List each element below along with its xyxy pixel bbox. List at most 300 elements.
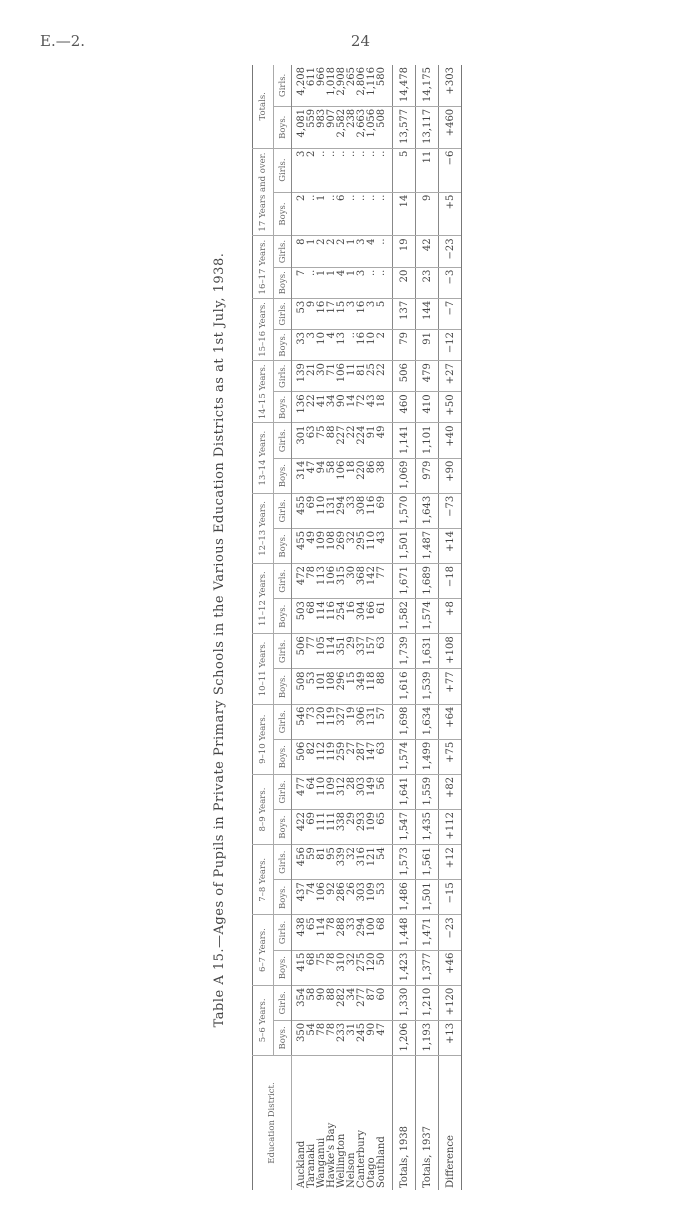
table-cell: 106: [317, 880, 327, 915]
table-cell: 90: [337, 392, 347, 423]
table-cell: 63: [377, 739, 393, 774]
table-cell: 57: [377, 704, 393, 739]
table-cell: 3: [307, 330, 317, 361]
table-cell: 54: [307, 1020, 317, 1055]
table-cell: 58: [307, 985, 317, 1020]
girls-subheader: Girls.: [274, 634, 292, 669]
table-cell: 503: [292, 599, 308, 634]
table-cell: 90: [317, 985, 327, 1020]
rotated-table-region: [212, 67, 512, 1190]
district-name: Auckland: [292, 1056, 308, 1191]
table-cell: 47: [377, 1020, 393, 1055]
table-cell: 63: [377, 634, 393, 669]
table-cell: 227: [337, 423, 347, 458]
district-name: Hawke's Bay: [327, 1056, 337, 1191]
table-cell: +46: [439, 950, 462, 985]
table-row: [357, 65, 367, 1190]
table-cell: 308: [357, 493, 367, 528]
table-cell: 82: [307, 739, 317, 774]
table-cell: −7: [439, 298, 462, 329]
age-group-header: 6–7 Years.: [253, 915, 274, 985]
table-cell: 19: [347, 704, 357, 739]
table-cell: 8: [292, 236, 308, 267]
table-cell: 50: [377, 950, 393, 985]
table-cell: 86: [367, 458, 377, 493]
table-cell: 3: [292, 148, 308, 192]
boys-subheader: Boys.: [274, 669, 292, 704]
boys-subheader: Boys.: [274, 106, 292, 148]
table-cell: 87: [367, 985, 377, 1020]
table-cell: 21: [307, 361, 317, 392]
table-cell: 109: [317, 528, 327, 563]
table-cell: 56: [377, 774, 393, 809]
table-cell: ..: [377, 267, 393, 298]
table-cell: 220: [357, 458, 367, 493]
table-cell: 295: [357, 528, 367, 563]
table-cell: 349: [357, 669, 367, 704]
table-cell: 422: [292, 810, 308, 845]
table-cell: 22: [307, 392, 317, 423]
table-row: [292, 65, 308, 1190]
table-cell: 1,547: [393, 810, 416, 845]
table-cell: 69: [307, 493, 317, 528]
age-group-header: 12–13 Years.: [253, 493, 274, 563]
boys-subheader: Boys.: [274, 810, 292, 845]
table-cell: +75: [439, 739, 462, 774]
table-cell: 15: [347, 669, 357, 704]
table-row: [347, 65, 357, 1190]
boys-subheader: Boys.: [274, 880, 292, 915]
table-title: Table A 15.—Ages of Pupils in Private Primary Schools in the Various Education Districts as at 1st July, 1938.: [212, 252, 227, 1028]
table-cell: 303: [357, 880, 367, 915]
table-cell: 25: [367, 361, 377, 392]
table-cell: 32: [347, 950, 357, 985]
table-cell: 5: [393, 148, 416, 192]
table-cell: 293: [357, 810, 367, 845]
table-cell: 31: [347, 1020, 357, 1055]
table-cell: 28: [347, 774, 357, 809]
age-group-header: 11–12 Years.: [253, 564, 274, 634]
boys-subheader: Boys.: [274, 739, 292, 774]
table-cell: 1,435: [416, 810, 439, 845]
totals-rows: [393, 65, 462, 1190]
table-cell: 71: [327, 361, 337, 392]
table-cell: 1,069: [393, 458, 416, 493]
table-cell: 4: [337, 267, 347, 298]
table-cell: 110: [317, 774, 327, 809]
table-cell: 455: [292, 528, 308, 563]
table-cell: 78: [327, 1020, 337, 1055]
table-cell: 11: [347, 361, 357, 392]
table-cell: 63: [307, 423, 317, 458]
district-column-header: Education District.: [253, 1056, 292, 1191]
district-name: Wanganui: [317, 1056, 327, 1191]
girls-subheader: Girls.: [274, 148, 292, 192]
table-cell: 110: [317, 493, 327, 528]
table-cell: 54: [377, 845, 393, 880]
table-cell: 288: [337, 915, 347, 950]
table-cell: 53: [307, 669, 317, 704]
girls-subheader: Girls.: [274, 493, 292, 528]
boys-subheader: Boys.: [274, 392, 292, 423]
table-cell: 22: [347, 423, 357, 458]
table-cell: 38: [377, 458, 393, 493]
district-name: Totals, 1938: [393, 1056, 416, 1191]
table-cell: 254: [337, 599, 347, 634]
table-cell: 41: [317, 392, 327, 423]
table-cell: 338: [337, 810, 347, 845]
table-cell: 2,663: [357, 106, 367, 148]
table-cell: 27: [347, 739, 357, 774]
table-cell: 1,056: [367, 106, 377, 148]
table-cell: 112: [317, 739, 327, 774]
table-cell: 16: [357, 298, 367, 329]
table-cell: 75: [317, 423, 327, 458]
table-cell: ..: [367, 148, 377, 192]
table-cell: 477: [292, 774, 308, 809]
table-cell: 69: [377, 493, 393, 528]
girls-subheader: Girls.: [274, 985, 292, 1020]
table-cell: 77: [307, 634, 317, 669]
table-cell: 275: [357, 950, 367, 985]
table-cell: −23: [439, 915, 462, 950]
table-cell: 53: [292, 298, 308, 329]
table-cell: 68: [307, 599, 317, 634]
table-cell: 1,499: [416, 739, 439, 774]
age-group-header: 7–8 Years.: [253, 845, 274, 915]
table-cell: 142: [367, 564, 377, 599]
table-cell: 91: [416, 330, 439, 361]
district-rows: [292, 65, 393, 1190]
table-cell: 53: [377, 880, 393, 915]
table-cell: ..: [327, 148, 337, 192]
table-cell: 7: [292, 267, 308, 298]
table-cell: 1,643: [416, 493, 439, 528]
table-cell: 460: [393, 392, 416, 423]
table-cell: 1: [317, 192, 327, 236]
table-cell: 14,478: [393, 65, 416, 106]
table-cell: 131: [367, 704, 377, 739]
table-cell: 4: [367, 236, 377, 267]
table-cell: 17: [327, 298, 337, 329]
boys-subheader: Boys.: [274, 458, 292, 493]
table-cell: 301: [292, 423, 308, 458]
table-cell: ..: [377, 192, 393, 236]
table-cell: 78: [307, 564, 317, 599]
table-cell: 13: [337, 330, 347, 361]
boys-subheader: Boys.: [274, 192, 292, 236]
table-cell: +120: [439, 985, 462, 1020]
table-cell: 94: [317, 458, 327, 493]
boys-subheader: Boys.: [274, 1020, 292, 1055]
table-row: [416, 65, 439, 1190]
table-cell: 979: [416, 458, 439, 493]
table-cell: 1,377: [416, 950, 439, 985]
table-cell: 1,018: [326, 67, 337, 96]
table-cell: 1,486: [393, 880, 416, 915]
table-cell: ..: [347, 192, 357, 236]
table-cell: 118: [367, 669, 377, 704]
table-cell: 81: [317, 845, 327, 880]
table-cell: 2,582: [337, 106, 347, 148]
table-cell: 269: [337, 528, 347, 563]
table-cell: 306: [357, 704, 367, 739]
table-cell: 105: [317, 634, 327, 669]
table-cell: +460: [439, 106, 462, 148]
table-cell: +40: [439, 423, 462, 458]
table-cell: 4: [327, 330, 337, 361]
age-group-header: 14–15 Years.: [253, 361, 274, 423]
table-cell: +13: [439, 1020, 462, 1055]
table-cell: ..: [307, 192, 317, 236]
table-cell: 966: [316, 67, 327, 87]
table-cell: 61: [377, 599, 393, 634]
age-group-header: 16–17 Years.: [253, 236, 274, 298]
table-cell: 611: [306, 67, 317, 87]
table-cell: 1,689: [416, 564, 439, 599]
table-cell: 65: [377, 810, 393, 845]
table-cell: 506: [292, 634, 308, 669]
table-cell: 1,574: [393, 739, 416, 774]
table-cell: 14: [347, 392, 357, 423]
table-cell: ..: [367, 192, 377, 236]
table-cell: 312: [337, 774, 347, 809]
table-cell: 1: [327, 267, 337, 298]
table-cell: 2: [337, 236, 347, 267]
table-cell: 88: [327, 423, 337, 458]
table-cell: +5: [439, 192, 462, 236]
table-row: [439, 65, 462, 1190]
table-cell: ..: [347, 330, 357, 361]
district-name: Southland: [377, 1056, 393, 1191]
table-cell: 907: [327, 106, 337, 148]
table-cell: −15: [439, 880, 462, 915]
table-cell: 9: [416, 192, 439, 236]
table-cell: 131: [327, 493, 337, 528]
table-cell: 2: [327, 236, 337, 267]
boys-subheader: Boys.: [274, 528, 292, 563]
table-cell: 506: [292, 739, 308, 774]
table-row: [367, 65, 377, 1190]
table-cell: 456: [292, 845, 308, 880]
table-cell: 1,739: [393, 634, 416, 669]
table-cell: +82: [439, 774, 462, 809]
table-cell: 120: [317, 704, 327, 739]
table-cell: 60: [377, 985, 393, 1020]
table-cell: 166: [367, 599, 377, 634]
table-cell: 1,141: [393, 423, 416, 458]
table-cell: 68: [377, 915, 393, 950]
table-cell: 119: [327, 704, 337, 739]
table-cell: 4,081: [292, 106, 308, 148]
district-name: Taranaki: [307, 1056, 317, 1191]
table-cell: 49: [307, 528, 317, 563]
table-cell: 13,577: [393, 106, 416, 148]
table-cell: +8: [439, 599, 462, 634]
table-cell: 327: [337, 704, 347, 739]
table-cell: 1,573: [393, 845, 416, 880]
table-cell: 304: [357, 599, 367, 634]
table-cell: 106: [337, 361, 347, 392]
table-cell: 30: [347, 564, 357, 599]
table-cell: 114: [317, 599, 327, 634]
table-cell: 508: [377, 106, 393, 148]
table-cell: 95: [327, 845, 337, 880]
table-cell: 455: [292, 493, 308, 528]
table-cell: 1,698: [393, 704, 416, 739]
table-cell: 111: [327, 810, 337, 845]
table-cell: 546: [292, 704, 308, 739]
table-cell: 1,116: [366, 67, 377, 96]
page-number: 24: [350, 32, 370, 50]
table-row: [307, 65, 317, 1190]
table-cell: 114: [317, 915, 327, 950]
table-cell: 88: [377, 669, 393, 704]
table-cell: 116: [327, 599, 337, 634]
table-cell: 1,210: [416, 985, 439, 1020]
table-cell: +112: [439, 810, 462, 845]
boys-subheader: Boys.: [274, 599, 292, 634]
table-cell: 139: [292, 361, 308, 392]
table-cell: 3: [347, 298, 357, 329]
table-cell: ..: [367, 267, 377, 298]
table-cell: −73: [439, 493, 462, 528]
girls-subheader: Girls.: [274, 65, 292, 106]
table-cell: 68: [307, 950, 317, 985]
district-name: Wellington: [337, 1056, 347, 1191]
table-cell: 30: [317, 361, 327, 392]
table-cell: 1,582: [393, 599, 416, 634]
table-cell: 29: [347, 810, 357, 845]
table-cell: 109: [327, 774, 337, 809]
table-cell: 109: [367, 880, 377, 915]
table-cell: 1,539: [416, 669, 439, 704]
table-cell: 1,487: [416, 528, 439, 563]
table-cell: 2: [377, 330, 393, 361]
age-group-header: Totals.: [253, 65, 274, 148]
table-cell: 110: [367, 528, 377, 563]
table-cell: 415: [292, 950, 308, 985]
age-group-header: 15–16 Years.: [253, 298, 274, 360]
table-cell: 18: [347, 458, 357, 493]
girls-subheader: Girls.: [274, 774, 292, 809]
table-cell: 1,101: [416, 423, 439, 458]
table-cell: 26: [347, 880, 357, 915]
table-cell: 316: [357, 845, 367, 880]
boys-subheader: Boys.: [274, 330, 292, 361]
table-cell: ..: [307, 267, 317, 298]
table-cell: 1,559: [416, 774, 439, 809]
table-cell: 294: [337, 493, 347, 528]
table-cell: 108: [327, 669, 337, 704]
table-cell: 42: [416, 236, 439, 267]
table-cell: 90: [367, 1020, 377, 1055]
table-cell: 1: [347, 236, 357, 267]
table-cell: 23: [416, 267, 439, 298]
table-cell: 34: [347, 985, 357, 1020]
table-cell: 32: [347, 845, 357, 880]
table-cell: ..: [347, 148, 357, 192]
table-cell: 29: [347, 634, 357, 669]
table-cell: 72: [357, 392, 367, 423]
table-cell: +64: [439, 704, 462, 739]
table-row: [393, 65, 416, 1190]
table-cell: 15: [337, 298, 347, 329]
table-cell: 368: [357, 564, 367, 599]
table-cell: 33: [347, 493, 357, 528]
table-cell: 121: [367, 845, 377, 880]
district-name: Difference: [439, 1056, 462, 1191]
table-cell: +14: [439, 528, 462, 563]
table-cell: 479: [416, 361, 439, 392]
table-cell: 34: [327, 392, 337, 423]
table-cell: 16: [317, 298, 327, 329]
table-cell: 3: [357, 236, 367, 267]
table-cell: 147: [367, 739, 377, 774]
table-cell: 506: [393, 361, 416, 392]
table-cell: −18: [439, 564, 462, 599]
table-cell: 43: [377, 528, 393, 563]
table-cell: 559: [307, 106, 317, 148]
table-cell: 2: [307, 148, 317, 192]
table-cell: 47: [307, 458, 317, 493]
table-cell: 1,616: [393, 669, 416, 704]
age-group-header: 8–9 Years.: [253, 774, 274, 844]
table-cell: 16: [347, 599, 357, 634]
girls-subheader: Girls.: [274, 915, 292, 950]
district-name: Otago: [367, 1056, 377, 1191]
table-cell: 149: [367, 774, 377, 809]
table-cell: −12: [439, 330, 462, 361]
table-cell: 49: [377, 423, 393, 458]
table-cell: 287: [357, 739, 367, 774]
table-cell: −23: [439, 236, 462, 267]
table-row: [337, 65, 347, 1190]
table-cell: 6: [337, 192, 347, 236]
table-row: [327, 65, 337, 1190]
age-group-header: 9–10 Years.: [253, 704, 274, 774]
table-cell: 10: [367, 330, 377, 361]
table-cell: 1,330: [393, 985, 416, 1020]
table-cell: 233: [337, 1020, 347, 1055]
table-cell: 113: [317, 564, 327, 599]
table-cell: 438: [292, 915, 308, 950]
table-cell: 1,561: [416, 845, 439, 880]
district-name: Totals, 1937: [416, 1056, 439, 1191]
table-cell: 1,641: [393, 774, 416, 809]
page-header-left: E.—2.: [40, 32, 86, 50]
table-cell: 19: [393, 236, 416, 267]
table-cell: 73: [307, 704, 317, 739]
table-cell: ..: [327, 192, 337, 236]
ages-table: [252, 65, 462, 1190]
table-cell: 109: [367, 810, 377, 845]
district-name: Canterbury: [357, 1056, 367, 1191]
table-cell: +90: [439, 458, 462, 493]
table-cell: 2,908: [336, 67, 347, 96]
table-cell: −3: [439, 267, 462, 298]
table-cell: 265: [346, 67, 357, 87]
table-cell: 88: [327, 985, 337, 1020]
table-cell: 1,574: [416, 599, 439, 634]
girls-subheader: Girls.: [274, 361, 292, 392]
girls-subheader: Girls.: [274, 423, 292, 458]
table-cell: 296: [337, 669, 347, 704]
table-cell: 136: [292, 392, 308, 423]
table-cell: 3: [357, 267, 367, 298]
table-cell: 91: [367, 423, 377, 458]
table-cell: 69: [307, 810, 317, 845]
